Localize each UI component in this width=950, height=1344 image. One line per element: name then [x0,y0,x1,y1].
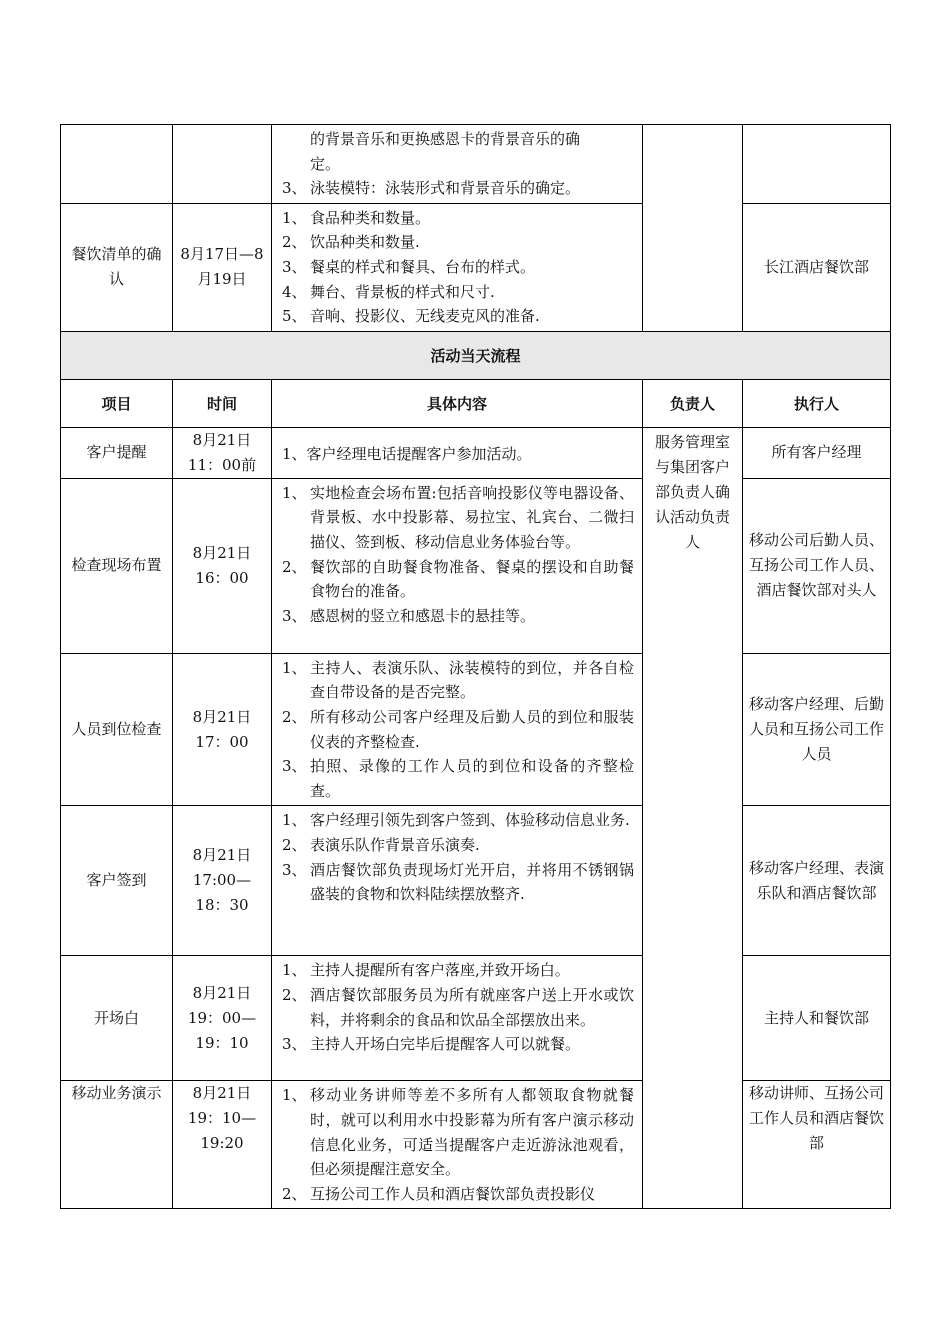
item-text: 酒店餐饮部服务员为所有就座客户送上开水或饮料，并将剩余的食品和饮品全部摆放出来。 [310,985,634,1029]
time-cell: 8月21日19：00—19：10 [173,956,272,1081]
item-text: 音响、投影仪、无线麦克风的准备. [310,307,540,326]
section-row [61,331,891,379]
item-number: 2、 [282,985,307,1004]
content-cell [272,806,643,956]
item-text: 主持人开场白完毕后提醒客人可以就餐。 [310,1035,581,1054]
item-number: 2、 [282,557,307,576]
content-item [282,255,634,280]
table-row [61,806,891,956]
header-time: 时间 [173,379,272,427]
executor-cell: 长江酒店餐饮部 [743,203,891,331]
header-content: 具体内容 [272,379,643,427]
item-number: 1、 [282,483,307,502]
item-cell: 移动业务演示 [61,1081,173,1209]
item-text: 餐桌的样式和餐具、台布的样式。 [310,257,536,276]
table-row [61,427,891,478]
item-text: 移动业务讲师等差不多所有人都领取食物就餐时，就可以利用水中投影幕为所有客户演示移动信息化业务，可适当提醒客户走近游泳池观看，但必须提醒注意安全。 [310,1086,634,1179]
content-item [282,230,634,255]
item-number: 3、 [282,179,307,198]
executor-cell: 移动客户经理、表演乐队和酒店餐饮部 [743,806,891,956]
content-item [282,604,634,629]
item-number: 1、 [282,811,307,830]
item-text: 饮品种类和数量. [310,233,420,252]
item-number: 2、 [282,233,307,252]
content-cell [272,427,643,478]
owner-cell-empty [643,125,743,332]
item-number: 4、 [282,282,307,301]
table-row [61,203,891,331]
content-cell [272,478,643,653]
item-number: 3、 [282,860,307,879]
item-number: 3、 [282,757,307,776]
executor-cell: 所有客户经理 [743,427,891,478]
content-item [282,1083,634,1181]
content-item [282,1182,634,1207]
table-row [61,1081,891,1209]
executor-cell: 移动讲师、互扬公司工作人员和酒店餐饮部 [743,1081,891,1209]
header-executor: 执行人 [743,379,891,427]
content-text: 1、客户经理电话提醒客户参加活动。 [282,444,532,463]
content-item [282,833,634,858]
header-item: 项目 [61,379,173,427]
section-title: 活动当天流程 [61,331,891,379]
item-text: 主持人、表演乐队、泳装模特的到位，并各自检查自带设备的是否完整。 [310,658,634,702]
item-text: 酒店餐饮部负责现场灯光开启，并将用不锈钢锅盛装的食物和饮料陆续摆放整齐. [310,860,634,904]
content-cell [272,956,643,1081]
time-cell: 8月21日17:00—18：30 [173,806,272,956]
table-row [61,653,891,806]
event-plan-table [60,124,891,1209]
item-cell: 餐饮清单的确认 [61,203,173,331]
item-cell: 开场白 [61,956,173,1081]
item-text: 实地检查会场布置:包括音响投影仪等电器设备、背景板、水中投影幕、易拉宝、礼宾台、二微扫描仪、签到板、移动信息业务体验台等。 [310,483,634,551]
content-item [282,705,634,754]
item-text: 餐饮部的自助餐食物准备、餐桌的摆设和自助餐食物台的准备。 [310,557,634,601]
item-text: 感恩树的竖立和感恩卡的悬挂等。 [310,606,536,625]
executor-cell: 主持人和餐饮部 [743,956,891,1081]
content-continuation: 的背景音乐和更换感恩卡的背景音乐的确 [310,130,581,148]
content-cell [272,653,643,806]
content-cell [272,1081,643,1209]
table-row [61,125,891,204]
time-cell: 8月21日19：10—19:20 [173,1081,272,1209]
content-item [282,808,634,833]
owner-cell: 服务管理室与集团客户部负责人确认活动负责人 [643,427,743,1209]
time-cell: 8月17日—8月19日 [173,203,272,331]
time-cell [173,125,272,204]
item-number: 3、 [282,1035,307,1054]
content-item [282,555,634,604]
content-item [282,858,634,907]
item-number: 5、 [282,307,307,326]
content-item [282,983,634,1032]
time-cell: 8月21日16：00 [173,478,272,653]
item-number: 1、 [282,961,307,980]
content-item [282,280,634,305]
item-text: 客户经理引领先到客户签到、体验移动信息业务. [310,811,630,830]
item-cell: 人员到位检查 [61,653,173,806]
item-number: 1、 [282,1086,307,1105]
item-text: 所有移动公司客户经理及后勤人员的到位和服装仪表的齐整检查. [310,707,634,751]
content-continuation: 定。 [310,154,341,173]
item-cell: 客户提醒 [61,427,173,478]
content-item [282,958,634,983]
item-text: 泳装模特：泳装形式和背景音乐的确定。 [310,179,581,198]
item-number: 2、 [282,1184,307,1203]
time-cell: 8月21日11：00前 [173,427,272,478]
content-item [282,754,634,803]
content-item [282,656,634,705]
table-row [61,478,891,653]
item-text: 食品种类和数量。 [310,208,431,227]
item-text: 互扬公司工作人员和酒店餐饮部负责投影仪 [310,1184,596,1203]
executor-cell: 移动公司后勤人员、互扬公司工作人员、酒店餐饮部对头人 [743,478,891,653]
header-owner: 负责人 [643,379,743,427]
item-number: 2、 [282,835,307,854]
content-item [282,304,634,329]
content-item [282,1032,634,1057]
content-item [282,176,634,201]
executor-cell [743,125,891,204]
executor-cell: 移动客户经理、后勤人员和互扬公司工作人员 [743,653,891,806]
item-text: 舞台、背景板的样式和尺寸. [310,282,495,301]
item-number: 3、 [282,257,307,276]
item-number: 1、 [282,658,307,677]
item-cell [61,125,173,204]
header-row [61,379,891,427]
item-text: 表演乐队作背景音乐演奏. [310,835,480,854]
item-number: 3、 [282,606,307,625]
content-cell [272,203,643,331]
item-text: 拍照、录像的工作人员的到位和设备的齐整检查。 [310,757,634,800]
item-cell: 检查现场布置 [61,478,173,653]
content-item [282,206,634,231]
time-cell: 8月21日17：00 [173,653,272,806]
item-number: 1、 [282,208,307,227]
item-text: 主持人提醒所有客户落座,并致开场白。 [310,961,570,980]
table-row [61,956,891,1081]
content-item [282,481,634,555]
content-cell [272,125,643,204]
item-number: 2、 [282,707,307,726]
item-cell: 客户签到 [61,806,173,956]
